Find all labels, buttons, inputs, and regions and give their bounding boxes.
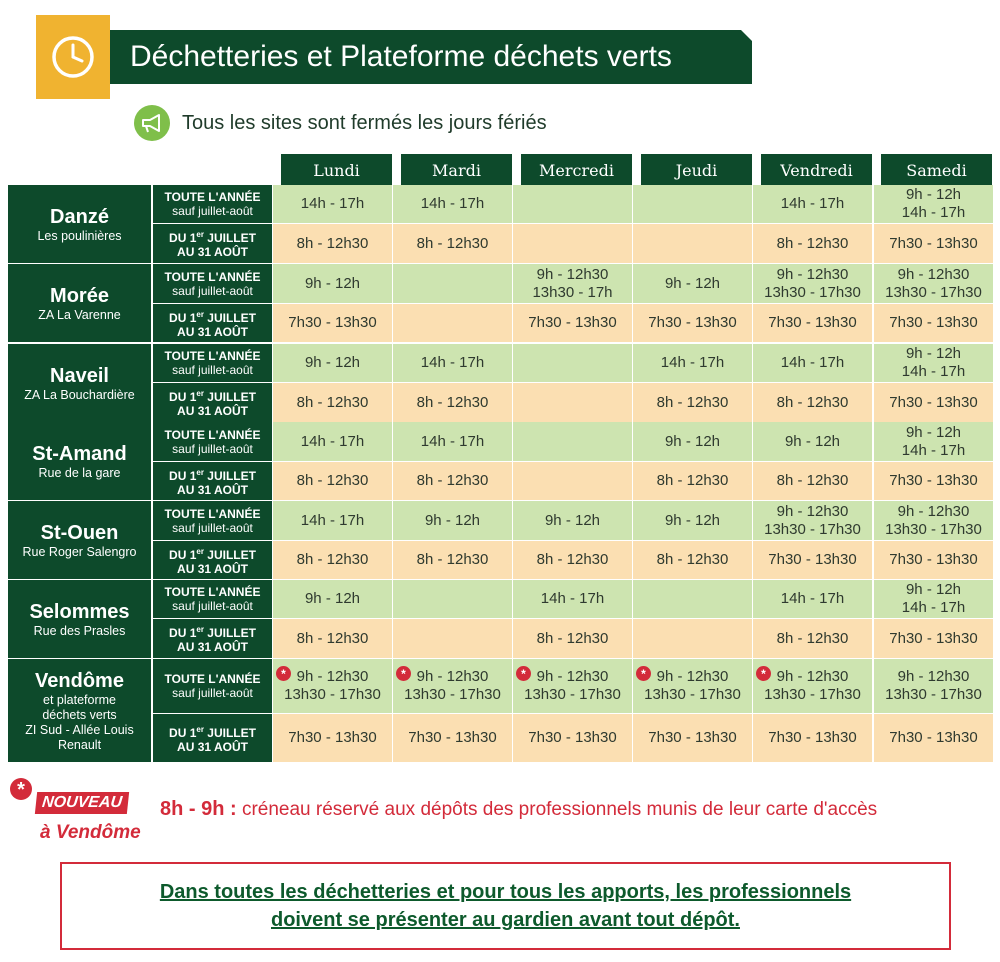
- hours-cell: [874, 304, 993, 342]
- hours-line: 14h - 17h: [901, 599, 966, 616]
- hours-line: 7h30 - 13h30: [768, 314, 857, 331]
- hours-cell: [513, 541, 632, 579]
- hours-cell: [753, 580, 872, 618]
- hours-line: 13h30 - 17h30: [404, 686, 501, 703]
- hours-line: 7h30 - 13h30: [648, 729, 737, 746]
- hours-line: 7h30 - 13h30: [288, 729, 377, 746]
- hours-cell: [273, 344, 392, 382]
- hours-cell: [633, 462, 752, 500]
- period-label-year: [153, 344, 272, 382]
- hours-line: 13h30 - 17h30: [885, 520, 982, 538]
- site-label: [8, 185, 151, 263]
- hours-cell: [513, 264, 632, 303]
- hours-line: 9h - 12h: [905, 345, 962, 362]
- site-label: [8, 580, 151, 658]
- hours-line: 7h30 - 13h30: [889, 551, 978, 568]
- site-address: Rue de la gare: [38, 465, 121, 480]
- hours-cell: [633, 264, 752, 303]
- hours-line: 9h - 12h30: [656, 668, 729, 685]
- day-header-4: Vendredi: [761, 154, 872, 186]
- hours-line: 9h - 12h: [304, 354, 361, 371]
- hours-line: 13h30 - 17h30: [644, 686, 741, 703]
- hours-cell: [513, 383, 632, 422]
- period-year-line1: TOUTE L'ANNÉE: [164, 427, 261, 442]
- hours-line: 7h30 - 13h30: [889, 314, 978, 331]
- asterisk-icon: *: [10, 778, 32, 800]
- period-summer-day: DU 1: [169, 547, 197, 562]
- period-summer-month: JUILLET: [203, 547, 256, 562]
- hours-cell: [633, 304, 752, 342]
- hours-line: 14h - 17h: [660, 354, 725, 371]
- hours-line: 7h30 - 13h30: [408, 729, 497, 746]
- hours-cell: [753, 714, 872, 762]
- hours-line: 14h - 17h: [780, 354, 845, 371]
- site-label: [8, 344, 151, 422]
- hours-cell: [513, 462, 632, 500]
- site-address: Rue Roger Salengro: [22, 544, 137, 559]
- hours-cell: [753, 224, 872, 263]
- period-year-line2: sauf juillet-août: [172, 686, 253, 700]
- hours-line: 8h - 12h30: [656, 472, 729, 489]
- hours-line: 14h - 17h: [300, 195, 365, 212]
- period-summer-day: DU 1: [169, 390, 197, 404]
- period-label-summer: [153, 383, 272, 422]
- period-summer-sup: er: [196, 309, 204, 319]
- asterisk-icon: *: [276, 666, 291, 681]
- hours-cell: [874, 619, 993, 658]
- hours-cell: [874, 714, 993, 762]
- hours-cell: [273, 501, 392, 540]
- hours-cell: [513, 501, 632, 540]
- period-summer-day: DU 1: [169, 725, 197, 740]
- hours-cell: [633, 422, 752, 461]
- site-name: Naveil: [50, 364, 109, 387]
- hours-line: 9h - 12h30: [776, 668, 849, 685]
- hours-cell: [393, 580, 512, 618]
- site-address: Renault: [57, 737, 102, 752]
- hours-cell: [513, 619, 632, 658]
- period-summer-line2: AU 31 AOÛT: [177, 640, 248, 654]
- professionals-warning: [60, 862, 951, 950]
- hours-line: 9h - 12h30: [296, 668, 369, 685]
- site-name: Vendôme: [35, 669, 124, 692]
- hours-line: 14h - 17h: [901, 441, 966, 459]
- hours-line: 9h - 12h30: [897, 668, 970, 685]
- period-summer-line1: [153, 623, 272, 640]
- hours-line: 13h30 - 17h30: [284, 686, 381, 703]
- period-summer-sup: er: [196, 724, 204, 734]
- hours-cell: [273, 659, 392, 713]
- period-year-line2: sauf juillet-août: [172, 204, 253, 218]
- hours-line: 8h - 12h30: [296, 234, 369, 252]
- hours-cell: [753, 344, 872, 382]
- period-summer-line1: [153, 723, 272, 740]
- hours-cell: [513, 224, 632, 263]
- warning-line-2: doivent se présenter au gardien avant tout dépôt.: [271, 909, 740, 931]
- period-summer-line1: [153, 387, 272, 404]
- hours-cell: [753, 264, 872, 303]
- period-year-line1: TOUTE L'ANNÉE: [164, 349, 261, 363]
- hours-line: 14h - 17h: [420, 432, 485, 450]
- period-summer-day: DU 1: [169, 626, 197, 640]
- hours-line: 8h - 12h30: [656, 551, 729, 568]
- site-address: ZA La Varenne: [38, 307, 121, 322]
- period-year-line1: TOUTE L'ANNÉE: [164, 585, 261, 599]
- day-header-2: Mercredi: [521, 154, 632, 186]
- hours-line: 9h - 12h: [784, 432, 841, 450]
- hours-line: 7h30 - 13h30: [889, 472, 978, 489]
- hours-line: 9h - 12h30: [776, 502, 849, 520]
- period-summer-day: DU 1: [169, 468, 197, 483]
- hours-line: 14h - 17h: [420, 354, 485, 371]
- hours-line: 9h - 12h30: [897, 265, 970, 283]
- hours-line: 8h - 12h30: [776, 234, 849, 252]
- hours-line: 8h - 12h30: [296, 629, 369, 647]
- hours-cell: [753, 185, 872, 223]
- hours-cell: [273, 541, 392, 579]
- day-header-0: Lundi: [281, 154, 392, 186]
- hours-line: 8h - 12h30: [656, 393, 729, 411]
- hours-line: 8h - 12h30: [776, 472, 849, 489]
- hours-line: 7h30 - 13h30: [889, 629, 978, 647]
- day-header-1: Mardi: [401, 154, 512, 186]
- period-year-line2: sauf juillet-août: [172, 599, 253, 613]
- holiday-notice: [134, 103, 547, 143]
- period-label-year: [153, 422, 272, 461]
- notice-text: Tous les sites sont fermés les jours fériés: [182, 111, 547, 134]
- hours-line: 7h30 - 13h30: [648, 314, 737, 331]
- period-summer-month: JUILLET: [203, 390, 256, 404]
- period-year-line2: sauf juillet-août: [172, 520, 253, 535]
- period-label-year: [153, 580, 272, 618]
- period-year-line1: TOUTE L'ANNÉE: [164, 506, 261, 521]
- period-summer-month: JUILLET: [203, 468, 256, 483]
- hours-line: 7h30 - 13h30: [889, 729, 978, 746]
- hours-cell: [393, 541, 512, 579]
- site-address: ZI Sud - Allée Louis: [25, 722, 134, 737]
- hours-cell: [393, 224, 512, 263]
- period-summer-line1: [153, 308, 272, 325]
- period-summer-month: JUILLET: [203, 310, 256, 325]
- hours-cell: [874, 462, 993, 500]
- hours-line: 8h - 12h30: [416, 393, 489, 411]
- period-year-line1: TOUTE L'ANNÉE: [164, 269, 261, 284]
- day-header-3: Jeudi: [641, 154, 752, 186]
- site-name: St-Amand: [32, 442, 127, 465]
- hours-cell: [513, 580, 632, 618]
- page-title: Déchetteries et Plateforme déchets verts: [110, 30, 752, 84]
- site-name: Danzé: [50, 205, 109, 228]
- hours-cell: [273, 422, 392, 461]
- period-summer-line1: [153, 228, 272, 245]
- hours-cell: [513, 344, 632, 382]
- hours-cell: [273, 264, 392, 303]
- hours-line: 13h30 - 17h30: [885, 686, 982, 703]
- period-summer-month: JUILLET: [203, 626, 256, 640]
- period-year-line1: TOUTE L'ANNÉE: [164, 190, 261, 204]
- period-label-year: [153, 264, 272, 303]
- hours-line: 14h - 17h: [540, 590, 605, 607]
- hours-cell: [393, 619, 512, 658]
- hours-cell: [393, 264, 512, 303]
- hours-line: 14h - 17h: [300, 432, 365, 450]
- hours-cell: [753, 383, 872, 422]
- hours-cell: [633, 714, 752, 762]
- hours-line: 9h - 12h30: [536, 668, 609, 685]
- hours-line: 8h - 12h30: [416, 472, 489, 489]
- hours-cell: [513, 659, 632, 713]
- site-name: St-Ouen: [40, 521, 119, 544]
- period-summer-line2: AU 31 AOÛT: [177, 739, 248, 754]
- period-summer-month: JUILLET: [203, 231, 256, 245]
- hours-line: 9h - 12h30: [897, 502, 970, 520]
- hours-line: 9h - 12h: [304, 274, 361, 292]
- site-label: [8, 501, 151, 579]
- nouveau-label: NOUVEAU: [35, 792, 129, 814]
- clock-tile: [36, 15, 110, 99]
- hours-cell: [874, 422, 993, 461]
- period-summer-line1: [153, 466, 272, 483]
- hours-line: 8h - 12h30: [296, 551, 369, 568]
- hours-line: 8h - 12h30: [536, 629, 609, 647]
- hours-cell: [513, 422, 632, 461]
- hours-cell: [393, 714, 512, 762]
- hours-line: 7h30 - 13h30: [528, 729, 617, 746]
- warning-line-1: Dans toutes les déchetteries et pour tous les apports, les professionnels: [159, 881, 852, 903]
- period-label-summer: [153, 541, 272, 579]
- hours-cell: [753, 501, 872, 540]
- hours-line: 13h30 - 17h30: [764, 283, 861, 301]
- hours-cell: [273, 304, 392, 342]
- site-label: [8, 659, 151, 762]
- hours-line: 8h - 12h30: [416, 234, 489, 252]
- period-summer-line2: AU 31 AOÛT: [177, 482, 248, 497]
- period-summer-sup: er: [196, 389, 204, 398]
- hours-cell: [753, 659, 872, 713]
- hours-cell: [633, 185, 752, 223]
- asterisk-icon: *: [756, 666, 771, 681]
- hours-cell: [513, 714, 632, 762]
- hours-line: 8h - 12h30: [536, 551, 609, 568]
- hours-cell: [874, 185, 993, 223]
- hours-line: 13h30 - 17h30: [764, 520, 861, 538]
- period-summer-sup: er: [196, 625, 204, 634]
- hours-line: 9h - 12h: [905, 581, 962, 598]
- nouveau-location: à Vendôme: [40, 822, 141, 843]
- period-year-line2: sauf juillet-août: [172, 283, 253, 298]
- hours-cell: [393, 462, 512, 500]
- period-year-line2: sauf juillet-août: [172, 441, 253, 456]
- hours-cell: [633, 541, 752, 579]
- period-label-year: [153, 659, 272, 713]
- period-label-summer: [153, 304, 272, 342]
- period-label-summer: [153, 462, 272, 500]
- hours-line: 9h - 12h: [664, 511, 721, 529]
- site-label: [8, 422, 151, 500]
- period-summer-line1: [153, 545, 272, 562]
- period-label-year: [153, 185, 272, 223]
- period-label-summer: [153, 714, 272, 762]
- hours-cell: [513, 185, 632, 223]
- new-slot-note: [160, 798, 877, 821]
- hours-cell: [393, 659, 512, 713]
- site-name: Morée: [50, 284, 109, 307]
- period-label-summer: [153, 224, 272, 263]
- day-header-5: Samedi: [881, 154, 992, 186]
- hours-cell: [874, 501, 993, 540]
- period-summer-line2: AU 31 AOÛT: [177, 404, 248, 418]
- hours-cell: [874, 224, 993, 263]
- megaphone-icon: [134, 105, 170, 141]
- hours-cell: [874, 659, 993, 713]
- site-address: et plateforme: [43, 692, 116, 707]
- period-year-line1: TOUTE L'ANNÉE: [164, 672, 261, 686]
- hours-line: 7h30 - 13h30: [288, 314, 377, 331]
- hours-cell: [393, 304, 512, 342]
- hours-line: 8h - 12h30: [296, 472, 369, 489]
- new-slot-time: 8h - 9h :: [160, 798, 237, 820]
- hours-line: 9h - 12h30: [416, 668, 489, 685]
- hours-line: 8h - 12h30: [296, 393, 369, 411]
- hours-line: 8h - 12h30: [776, 629, 849, 647]
- hours-line: 9h - 12h30: [536, 265, 609, 283]
- hours-line: 7h30 - 13h30: [889, 234, 978, 252]
- site-address: ZA La Bouchardière: [24, 387, 135, 402]
- hours-line: 14h - 17h: [901, 204, 966, 221]
- hours-cell: [393, 501, 512, 540]
- hours-line: 13h30 - 17h30: [524, 686, 621, 703]
- period-summer-sup: er: [196, 467, 204, 477]
- hours-line: 14h - 17h: [780, 590, 845, 607]
- hours-line: 14h - 17h: [901, 363, 966, 380]
- hours-cell: [633, 619, 752, 658]
- hours-line: 7h30 - 13h30: [768, 729, 857, 746]
- hours-line: 9h - 12h: [544, 511, 601, 529]
- hours-cell: [633, 580, 752, 618]
- hours-cell: [273, 580, 392, 618]
- hours-line: 9h - 12h: [304, 590, 361, 607]
- period-label-year: [153, 501, 272, 540]
- period-summer-sup: er: [196, 230, 204, 239]
- hours-line: 9h - 12h: [905, 186, 962, 203]
- hours-cell: [874, 344, 993, 382]
- hours-line: 9h - 12h: [664, 274, 721, 292]
- hours-cell: [273, 714, 392, 762]
- hours-line: 14h - 17h: [420, 195, 485, 212]
- site-label: [8, 264, 151, 342]
- site-address: Les poulinières: [37, 228, 122, 243]
- hours-cell: [874, 383, 993, 422]
- hours-cell: [633, 659, 752, 713]
- hours-line: 7h30 - 13h30: [528, 314, 617, 331]
- hours-line: 14h - 17h: [300, 511, 365, 529]
- period-summer-sup: er: [196, 546, 204, 556]
- hours-cell: [874, 580, 993, 618]
- period-summer-day: DU 1: [169, 231, 197, 245]
- hours-line: 9h - 12h: [424, 511, 481, 529]
- hours-line: 14h - 17h: [780, 195, 845, 212]
- period-summer-line2: AU 31 AOÛT: [177, 324, 248, 339]
- clock-icon: [50, 34, 96, 80]
- hours-cell: [273, 619, 392, 658]
- hours-cell: [633, 344, 752, 382]
- hours-cell: [393, 383, 512, 422]
- hours-cell: [753, 462, 872, 500]
- hours-cell: [273, 185, 392, 223]
- hours-cell: [273, 224, 392, 263]
- period-summer-line2: AU 31 AOÛT: [177, 245, 248, 259]
- hours-line: 13h30 - 17h: [532, 283, 613, 301]
- hours-cell: [633, 224, 752, 263]
- hours-cell: [753, 304, 872, 342]
- hours-cell: [874, 264, 993, 303]
- site-address: déchets verts: [42, 707, 117, 722]
- period-summer-month: JUILLET: [203, 725, 256, 740]
- hours-line: 8h - 12h30: [416, 551, 489, 568]
- asterisk-icon: *: [396, 666, 411, 681]
- hours-line: 13h30 - 17h30: [764, 686, 861, 703]
- site-name: Selommes: [29, 600, 130, 623]
- asterisk-icon: *: [516, 666, 531, 681]
- hours-line: 9h - 12h: [905, 423, 962, 441]
- new-slot-text: créneau réservé aux dépôts des professionnels munis de leur carte d'accès: [236, 799, 878, 820]
- hours-cell: [753, 541, 872, 579]
- period-label-summer: [153, 619, 272, 658]
- hours-cell: [273, 383, 392, 422]
- hours-cell: [393, 422, 512, 461]
- hours-line: 9h - 12h30: [776, 265, 849, 283]
- hours-line: 8h - 12h30: [776, 393, 849, 411]
- hours-cell: [753, 422, 872, 461]
- period-year-line2: sauf juillet-août: [172, 363, 253, 377]
- hours-cell: [513, 304, 632, 342]
- hours-cell: [393, 185, 512, 223]
- hours-line: 7h30 - 13h30: [768, 551, 857, 568]
- period-summer-line2: AU 31 AOÛT: [177, 561, 248, 576]
- asterisk-icon: *: [636, 666, 651, 681]
- hours-cell: [273, 462, 392, 500]
- hours-cell: [633, 501, 752, 540]
- period-summer-day: DU 1: [169, 310, 197, 325]
- site-address: Rue des Prasles: [33, 623, 126, 638]
- hours-cell: [874, 541, 993, 579]
- hours-line: 7h30 - 13h30: [889, 393, 978, 411]
- nouveau-badge: [10, 778, 160, 848]
- hours-cell: [393, 344, 512, 382]
- hours-line: 13h30 - 17h30: [885, 283, 982, 301]
- hours-cell: [753, 619, 872, 658]
- hours-line: 9h - 12h: [664, 432, 721, 450]
- hours-cell: [633, 383, 752, 422]
